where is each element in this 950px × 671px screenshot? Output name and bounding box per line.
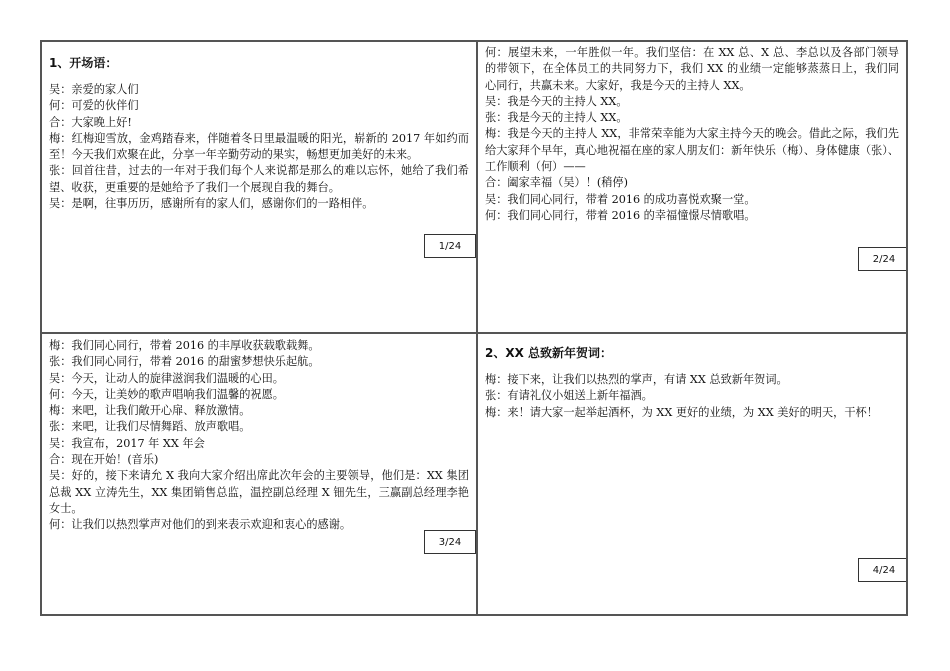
dialogue-line: 吴：我宣布，2017 年 XX 年会 [49, 436, 205, 450]
dialogue-line: 何：今天，让美妙的歌声唱响我们温馨的祝愿。 [49, 387, 284, 401]
dialogue-line: 梅：来吧，让我们敞开心扉、释放激情。 [49, 404, 251, 418]
script-sheet [40, 40, 908, 616]
dialogue-lines [485, 45, 899, 224]
dialogue-line: 何：让我们以热烈掌声对他们的到来表示欢迎和衷心的感谢。 [49, 518, 352, 532]
card-1 [42, 42, 476, 332]
dialogue-line: 吴：是啊，往事历历，感谢所有的家人们，感谢你们的一路相伴。 [49, 197, 374, 211]
dialogue-line: 梅：接下来，让我们以热烈的掌声，有请 XX 总致新年贺词。 [485, 373, 788, 386]
page-number-box: 4/24 [858, 558, 906, 582]
card-3 [42, 334, 476, 616]
dialogue-line: 吴：好的，接下来请允 X 我向大家介绍出席此次年会的主要领导，他们是：XX 集团总裁 XX 立涛先生，XX 集团销售总监，温控副总经理 X 钿先生，三赢副总经理李艳女士。 [49, 469, 469, 515]
dialogue-line: 张：来吧，让我们尽情舞蹈、放声歌唱。 [49, 420, 251, 434]
dialogue-line: 张：我是今天的主持人 XX。 [485, 111, 628, 125]
dialogue-line: 合：阖家幸福（吴）！(稍停) [485, 176, 628, 190]
dialogue-line: 梅：我们同心同行，带着 2016 的丰厚收获载歌载舞。 [49, 339, 320, 352]
page-number-box: 2/24 [858, 247, 906, 271]
dialogue-line: 梅：来！请大家一起举起酒杯，为 XX 更好的业绩，为 XX 美好的明天，干杯！ [485, 405, 878, 419]
dialogue-line: 梅：红梅迎雪放，金鸡踏春来，伴随着冬日里最温暖的阳光，崭新的 2017 年如约而至！今天我们欢聚在此，分享一年辛勤劳动的果实，畅想更加美好的未来。 [49, 131, 469, 162]
dialogue-lines [49, 338, 469, 534]
card-4 [478, 334, 906, 616]
dialogue-line: 合：大家晚上好! [49, 115, 132, 129]
dialogue-lines [485, 372, 899, 421]
page-number-box: 1/24 [424, 234, 476, 258]
card-2 [478, 42, 906, 332]
dialogue-line: 梅：我是今天的主持人 XX，非常荣幸能为大家主持今天的晚会。借此之际，我们先给大家拜个早年，真心地祝福在座的家人朋友们：新年快乐（梅）、身体健康（张）、工作顺利（何）—— [485, 127, 899, 174]
dialogue-line: 何：可爱的伙伴们 [49, 99, 139, 113]
dialogue-line: 张：我们同心同行，带着 2016 的甜蜜梦想快乐起航。 [49, 355, 320, 369]
dialogue-line: 吴：亲爱的家人们 [49, 83, 139, 96]
page-number-box: 3/24 [424, 530, 476, 554]
dialogue-lines [49, 82, 469, 212]
dialogue-line: 吴：我是今天的主持人 XX。 [485, 94, 628, 108]
section-heading-opening: 1、开场语： [49, 56, 118, 70]
section-heading-new-year-speech: 2、XX 总致新年贺词： [485, 346, 613, 360]
dialogue-line: 吴：我们同心同行，带着 2016 的成功喜悦欢聚一堂。 [485, 192, 756, 206]
dialogue-line: 合：现在开始！(音乐) [49, 453, 159, 467]
dialogue-line: 何：展望未来，一年胜似一年。我们坚信：在 XX 总、X 总、李总以及各部门领导的带领下，在全体员工的共同努力下，我们 XX 的业绩一定能够蒸蒸日上，我们同心同行，共赢未来。大家好，我是今天的主持人 XX。 [485, 46, 899, 92]
dialogue-line: 何：我们同心同行，带着 2016 的幸福憧憬尽情歌唱。 [485, 208, 756, 222]
dialogue-line: 张：有请礼仪小姐送上新年福酒。 [485, 389, 653, 403]
dialogue-line: 吴：今天，让动人的旋律滋润我们温暖的心田。 [49, 371, 284, 385]
dialogue-line: 张：回首往昔，过去的一年对于我们每个人来说都是那么的难以忘怀，她给了我们希望、收获，更重要的是她给予了我们一个展现自我的舞台。 [49, 164, 469, 194]
